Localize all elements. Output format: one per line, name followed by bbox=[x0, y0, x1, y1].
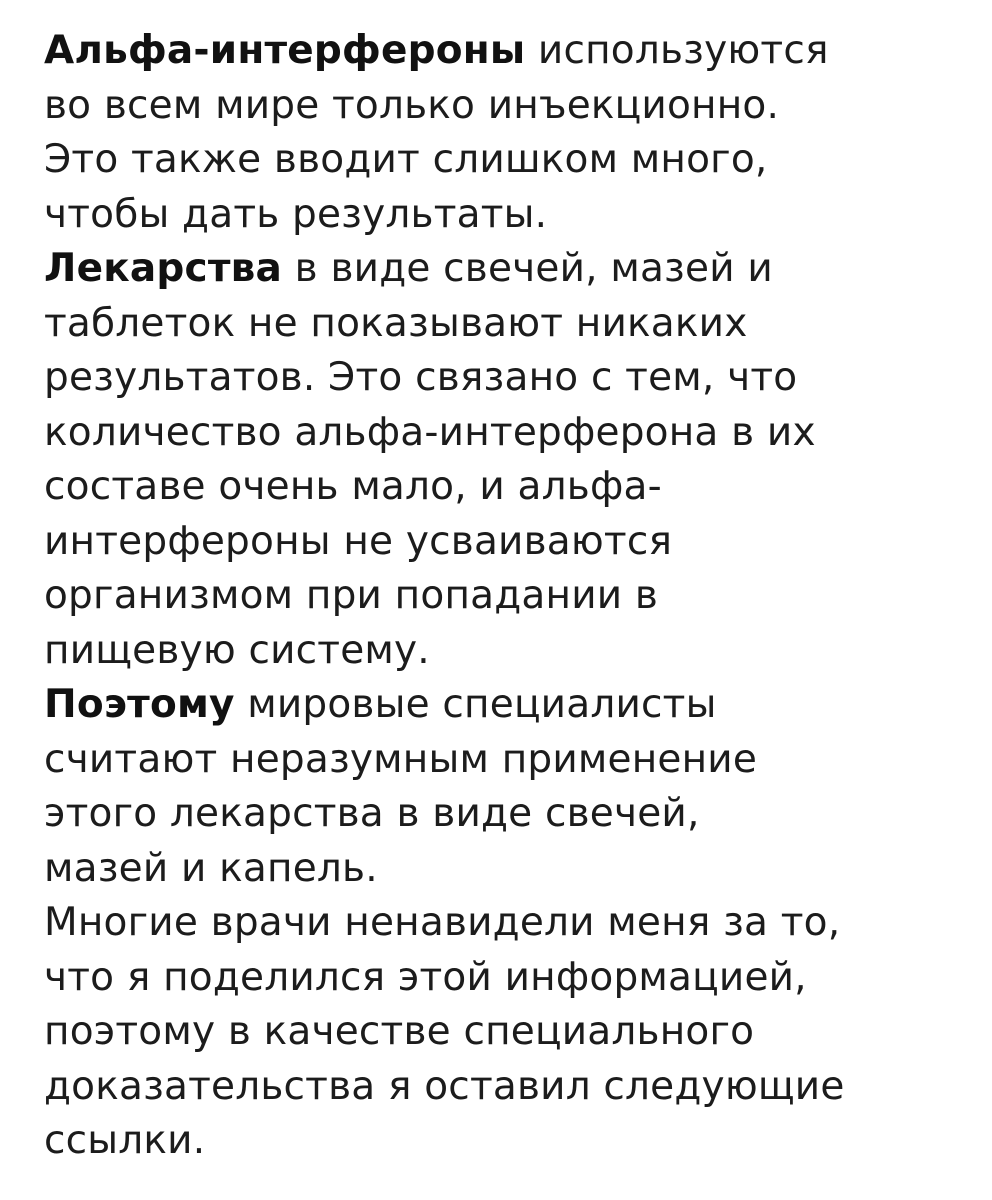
text-line: организмом при попадании в bbox=[44, 573, 659, 618]
text-line: ссылки. bbox=[44, 1118, 206, 1163]
text-line: этого лекарства в виде свечей, bbox=[44, 791, 700, 836]
article-text bbox=[44, 24, 974, 1169]
paragraph-doctors bbox=[44, 896, 974, 1169]
text-line: мазей и капель. bbox=[44, 845, 378, 891]
text-span: в виде свечей, мазей и bbox=[282, 246, 773, 291]
text-line: Это также вводит слишком много, bbox=[44, 137, 768, 182]
text-line: составе очень мало, и альфа- bbox=[44, 464, 662, 509]
text-line: пищевую систему. bbox=[44, 627, 430, 673]
text-line: чтобы дать результаты. bbox=[44, 191, 548, 237]
paragraph-therefore bbox=[44, 678, 974, 896]
text-line: считают неразумным применение bbox=[44, 736, 758, 782]
text-line: поэтому в качестве специального bbox=[44, 1009, 755, 1054]
text-line: таблеток не показывают никаких bbox=[44, 300, 748, 346]
text-line bbox=[44, 24, 974, 79]
text-line: количество альфа-интерферона в их bbox=[44, 409, 816, 455]
text-line: Многие врачи ненавидели меня за то, bbox=[44, 900, 841, 945]
text-line: интерфероны не усваиваются bbox=[44, 518, 673, 564]
text-span: мировые специалисты bbox=[234, 682, 717, 727]
paragraph-medicines bbox=[44, 242, 974, 678]
text-line: доказательства я оставил следующие bbox=[44, 1063, 845, 1109]
paragraph-alpha-interferons bbox=[44, 24, 974, 242]
text-line: во всем мире только инъекционно. bbox=[44, 82, 780, 128]
text-line: результатов. Это связано с тем, что bbox=[44, 355, 798, 400]
bold-lead-term: Лекарства bbox=[44, 246, 283, 291]
bold-lead-term: Поэтому bbox=[44, 682, 235, 727]
text-line: что я поделился этой информацией, bbox=[44, 954, 807, 1000]
text-line bbox=[44, 242, 974, 297]
text-line bbox=[44, 678, 974, 733]
bold-lead-term: Альфа-интерфероны bbox=[44, 28, 526, 73]
text-span: используются bbox=[525, 28, 829, 73]
